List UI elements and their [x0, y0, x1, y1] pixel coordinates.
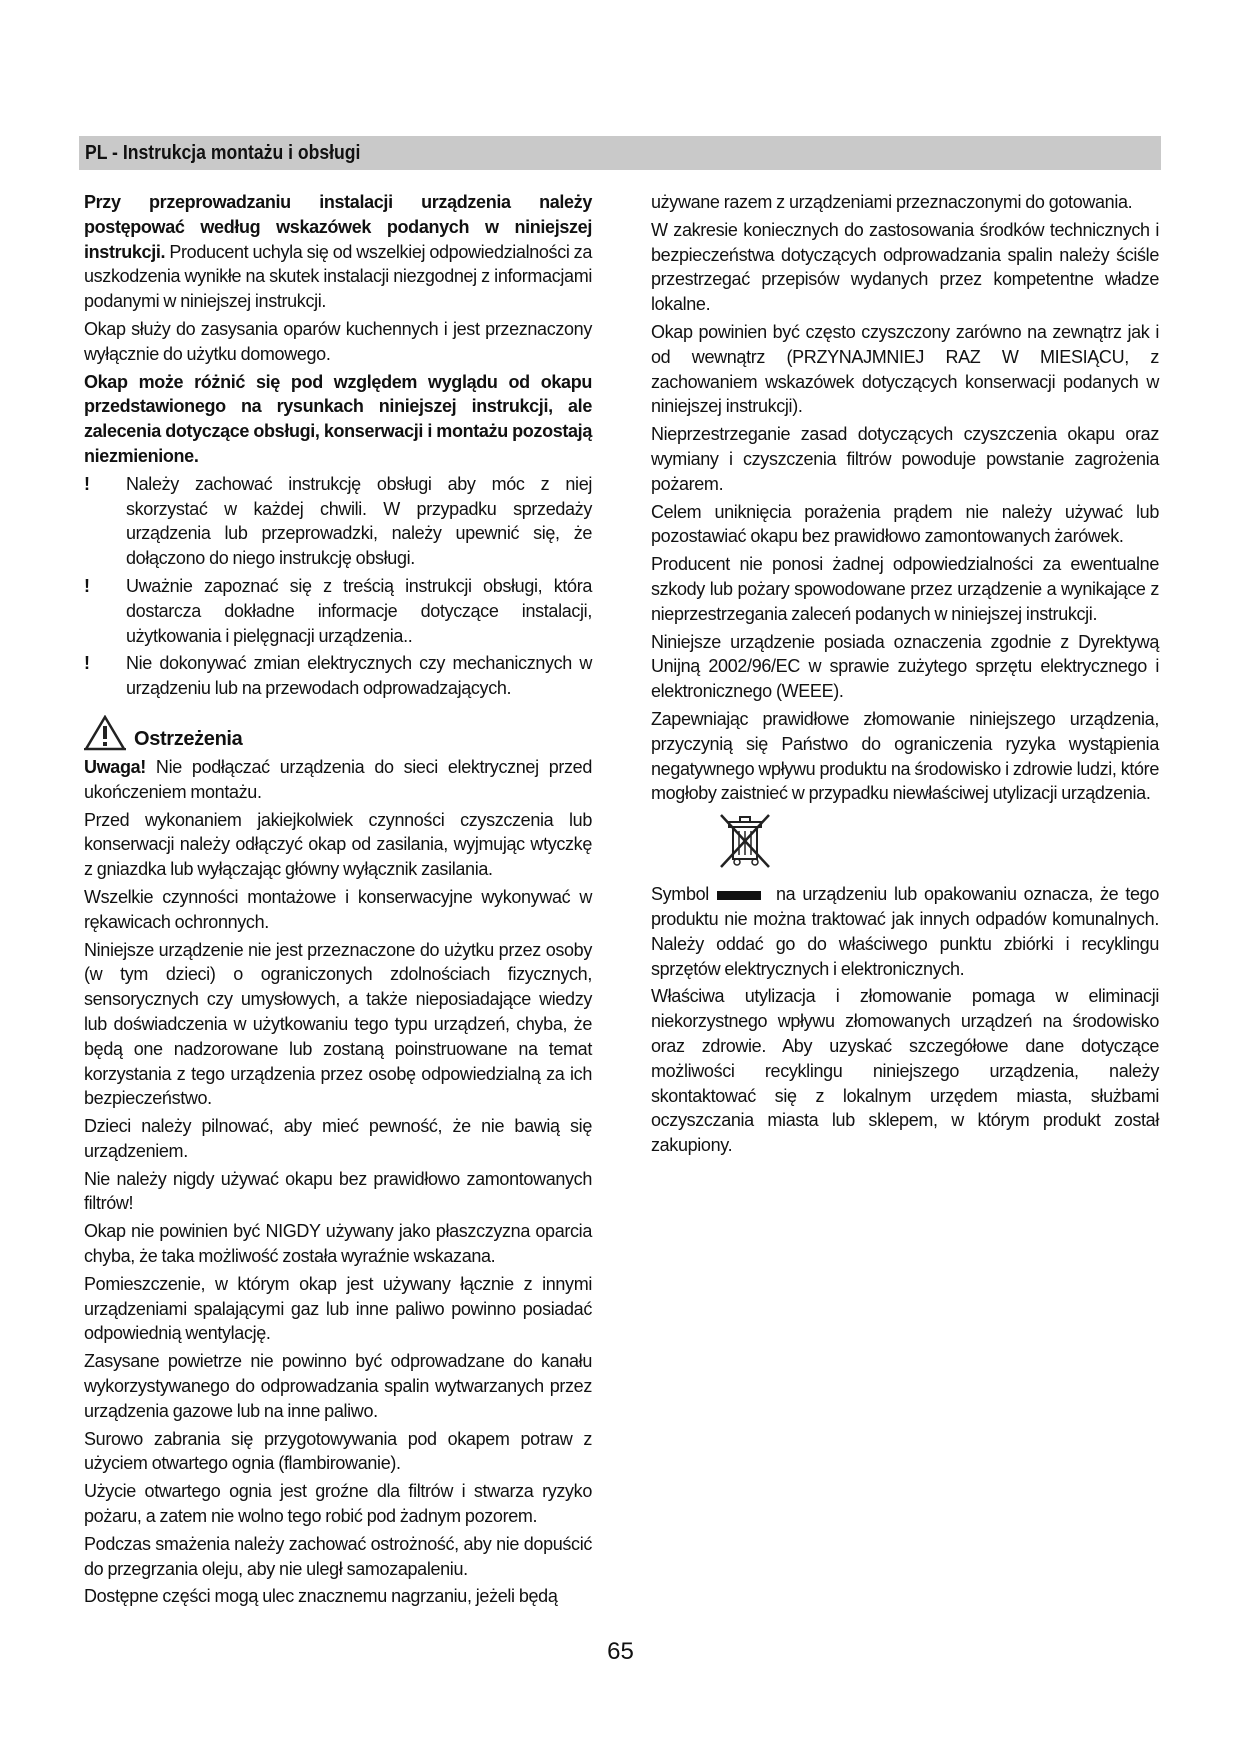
info-paragraph: Celem uniknięcia porażenia prądem nie należy używać lub pozostawiać okapu bez prawidłowo zamontowanych żarówek.	[651, 501, 1159, 547]
symbol-label: Symbol	[651, 884, 709, 905]
uwaga-label: Uwaga!	[84, 756, 146, 777]
warning-paragraph: Zasysane powietrze nie powinno być odprowadzane do kanału wykorzystywanego do odprowadzania spalin wytwarzanych przez urządzenia gazowe lub na inne paliwo.	[84, 1351, 592, 1421]
warning-paragraph: Surowo zabrania się przygotowywania pod okapem potraw z użyciem otwartego ognia (flambirowanie).	[84, 1428, 592, 1474]
bullet-item	[84, 574, 592, 648]
info-paragraph: Zapewniając prawidłowe złomowanie niniejszego urządzenia, przyczynią się Państwo do ograniczenia ryzyka wystąpienia negatywnego wpływu produktu na środowisko i zdrowie ludzi, które mogłoby zaistnieć w przypadku niewłaściwej utylizacji urządzenia.	[651, 708, 1159, 804]
right-column	[651, 190, 1159, 1161]
warning-paragraph: Pomieszczenie, w którym okap jest używany łącznie z innymi urządzeniami spalającymi gaz lub inne paliwo powinno posiadać odpowiednią wentylację.	[84, 1273, 592, 1344]
warning-paragraph: Dzieci należy pilnować, aby mieć pewność, że nie bawią się urządzeniem.	[84, 1116, 592, 1161]
warning-paragraph: Wszelkie czynności montażowe i konserwacyjne wykonywać w rękawicach ochronnych.	[84, 886, 592, 932]
bullet-text: Uważnie zapoznać się z treścią instrukcji obsługi, która dostarcza dokładne informacje dotyczące instalacji, użytkowania i pielęgnacji urządzenia..	[126, 575, 592, 646]
weee-bar-icon	[717, 891, 761, 900]
exclamation-mark: !	[84, 575, 90, 596]
exclamation-mark: !	[84, 653, 90, 674]
section-title: PL - Instrukcja montażu i obsługi	[85, 142, 361, 164]
warning-triangle-icon	[84, 715, 126, 751]
info-paragraph: używane razem z urządzeniami przeznaczonymi do gotowania.	[651, 192, 1133, 212]
exclamation-mark: !	[84, 473, 90, 494]
uwaga-text: Nie podłączać urządzenia do sieci elektrycznej przed ukończeniem montażu.	[84, 756, 592, 802]
info-paragraph: Okap powinien być często czyszczony zarówno na zewnątrz jak i od wewnątrz (PRZYNAJMNIEJ RAZ W MIESIĄCU, z zachowaniem wskazówek dotyczących konserwacji podanych w niniejszej instrukcji).	[651, 321, 1159, 417]
uwaga-paragraph	[84, 755, 592, 805]
page-number: 65	[607, 1638, 634, 1665]
section-header	[79, 136, 1161, 170]
left-column	[84, 190, 592, 1612]
warnings-heading	[84, 715, 592, 751]
bullet-item	[84, 472, 592, 571]
warning-paragraph: Podczas smażenia należy zachować ostrożność, aby nie dopuścić do przegrzania oleju, aby nie uległ samozapaleniu.	[84, 1533, 592, 1579]
symbol-paragraph	[651, 882, 1159, 981]
info-paragraph: Niniejsze urządzenie posiada oznaczenia zgodnie z Dyrektywą Unijną 2002/96/EC w sprawie zużytego sprzętu elektrycznego i elektronicznego (WEEE).	[651, 631, 1159, 702]
warning-paragraph: Przed wykonaniem jakiejkolwiek czynności czyszczenia lub konserwacji należy odłączyć okap od zasilania, wyjmując wtyczkę z gniazdka lub wyłączając główny wyłącznik zasilania.	[84, 809, 592, 880]
bullet-text: Należy zachować instrukcję obsługi aby móc z niej skorzystać w każdej chwili. W przypadku sprzedaży urządzenia lub przeprowadzki, należy upewnić się, że dołączono do niego instrukcję obsługi.	[126, 473, 592, 569]
symbol-text: na urządzeniu lub opakowaniu oznacza, że tego produktu nie można traktować jak innych odpadów komunalnych. Należy oddać go do właściwego punktu zbiórki i recyklingu sprzętów elektrycznych i elektronicznych.	[651, 884, 1159, 979]
purpose-paragraph: Okap służy do zasysania oparów kuchennych i jest przeznaczony wyłącznie do użytku domowego.	[84, 318, 592, 364]
warnings-title: Ostrzeżenia	[134, 727, 243, 750]
warning-paragraph: Dostępne części mogą ulec znacznemu nagrzaniu, jeżeli będą	[84, 1586, 558, 1607]
warning-paragraph: Nie należy nigdy używać okapu bez prawidłowo zamontowanych filtrów!	[84, 1168, 592, 1214]
info-paragraph: Producent nie ponosi żadnej odpowiedzialności za ewentualne szkody lub pożary spowodowane przez urządzenie a wynikające z nieprzestrzegania zaleceń podanych w niniejszej instrukcji.	[651, 554, 1159, 624]
appearance-bold: Okap może różnić się pod względem wyglądu od okapu przedstawionego na rysunkach niniejszej instrukcji, ale zalecenia dotyczące obsługi, konserwacji i montażu pozostają niezmienione.	[84, 371, 592, 466]
appearance-note	[84, 370, 592, 469]
intro-text: Producent uchyla się od wszelkiej odpowiedzialności za uszkodzenia wynikłe na skutek instalacji niezgodnej z informacjami podanymi w niniejszej instrukcji.	[84, 241, 592, 312]
bullet-text: Nie dokonywać zmian elektrycznych czy mechanicznych w urządzeniu lub na przewodach odprowadzających.	[126, 653, 592, 699]
disposal-paragraph: Właściwa utylizacja i złomowanie pomaga w eliminacji niekorzystnego wpływu złomowanych urządzeń na środowisko oraz zdrowie. Aby uzyskać szczegółowe dane dotyczące możliwości recyklingu niniejszego urządzenia, należy skontaktować się z lokalnym urzędem miasta, służbami oczyszczania miasta lub sklepem, w którym produkt został zakupiony.	[651, 986, 1159, 1156]
warning-paragraph: Okap nie powinien być NIGDY używany jako płaszczyzna oparcia chyba, że taka możliwość została wyraźnie wskazana.	[84, 1221, 592, 1267]
warning-paragraph: Niniejsze urządzenie nie jest przeznaczone do użytku przez osoby (w tym dzieci) o ograniczonych zdolnościach fizycznych, sensorycznych czy umysłowych, a także nieposiadające wiedzy lub doświadczenia w użytkowaniu tego typu urządzeń, chyba, że będą one nadzorowane lub zostaną poinstruowane na temat korzystania z tego urządzenia przez osobę odpowiedzialną za ich bezpieczeństwo.	[84, 939, 592, 1109]
info-paragraph: W zakresie koniecznych do zastosowania środków technicznych i bezpieczeństwa dotyczących odprowadzania spalin należy ściśle przestrzegać przepisów wydanych przez kompetentne władze lokalne.	[651, 219, 1159, 315]
intro-bold: Przy przeprowadzaniu instalacji urządzenia należy postępować według wskazówek podanych w niniejszej instrukcji.	[84, 192, 592, 262]
warning-paragraph: Użycie otwartego ognia jest groźne dla filtrów i stwarza ryzyko pożaru, a zatem nie wolno tego robić pod żadnym pozorem.	[84, 1481, 592, 1527]
crossed-bin-icon	[715, 811, 775, 871]
info-paragraph: Nieprzestrzeganie zasad dotyczących czyszczenia okapu oraz wymiany i czyszczenia filtrów powoduje powstanie zagrożenia pożarem.	[651, 424, 1159, 494]
intro-paragraph	[84, 190, 592, 314]
bullet-item	[84, 651, 592, 701]
